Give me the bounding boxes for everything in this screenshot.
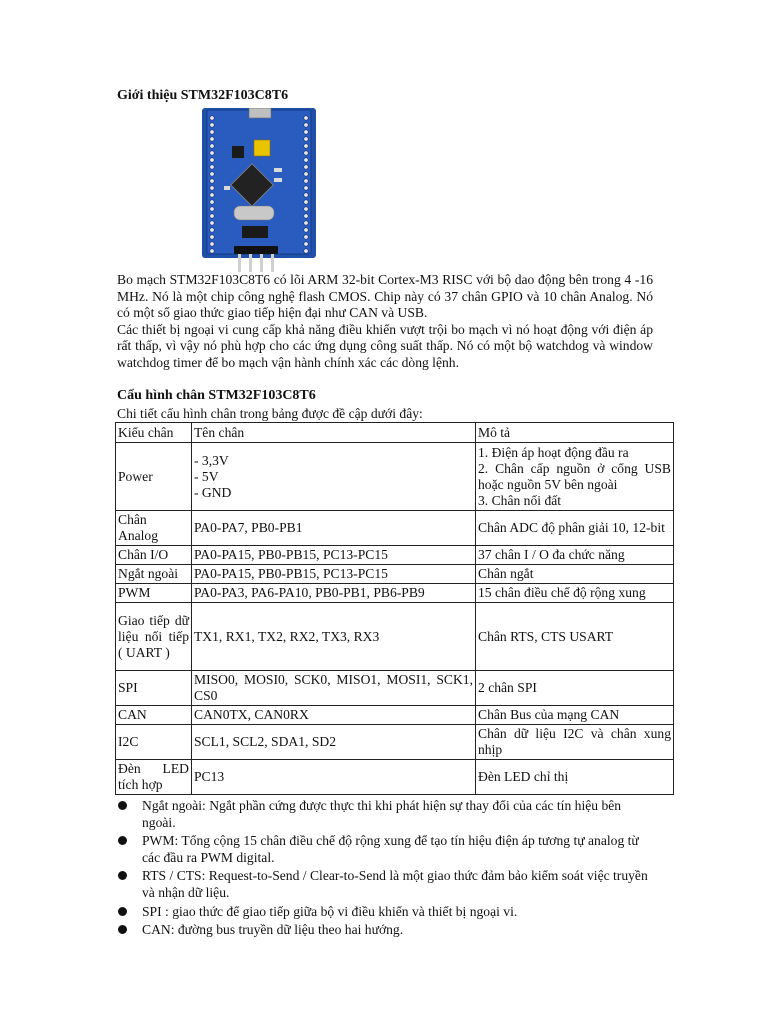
table-row	[116, 584, 674, 603]
intro-text	[117, 272, 653, 372]
pin-desc-cell: Chân dữ liệu I2C và chân xung nhịp	[476, 725, 674, 760]
pin-desc-cell: Chân ADC độ phân giải 10, 12-bit	[476, 511, 674, 546]
list-item-text: RTS / CTS: Request-to-Send / Clear-to-Send là một giao thức đảm bảo kiểm soát việc truyền và nhận dữ liệu.	[142, 868, 648, 900]
pin-name-line: - GND	[194, 484, 232, 500]
pin-type-cell: PWM	[116, 584, 192, 603]
pin-name-cell: SCL1, SCL2, SDA1, SD2	[192, 725, 476, 760]
pin-desc-cell: Chân Bus của mạng CAN	[476, 706, 674, 725]
pin-name-cell: CAN0TX, CAN0RX	[192, 706, 476, 725]
bullet-icon	[118, 925, 127, 934]
list-item-text: PWM: Tổng cộng 15 chân điều chế độ rộng xung để tạo tín hiệu điện áp tương tự analog từ các đầu ra PWM digital.	[142, 833, 639, 865]
list-item-text: SPI : giao thức để giao tiếp giữa bộ vi điều khiển và thiết bị ngoại vi.	[142, 903, 518, 919]
pin-type-cell: I2C	[116, 725, 192, 760]
pin-name-cell: TX1, RX1, TX2, RX2, TX3, RX3	[192, 603, 476, 671]
list-item	[117, 833, 657, 866]
list-item-text: CAN: đường bus truyền dữ liệu theo hai hướng.	[142, 922, 404, 938]
list-item	[117, 798, 657, 831]
pin-desc-cell: Đèn LED chỉ thị	[476, 760, 674, 795]
table-row	[116, 603, 674, 671]
pin-desc-cell: 15 chân điều chế độ rộng xung	[476, 584, 674, 603]
table-row	[116, 546, 674, 565]
pin-type-cell: SPI	[116, 671, 192, 706]
bullet-icon	[118, 871, 127, 880]
pin-name-cell: PA0-PA15, PB0-PB15, PC13-PC15	[192, 546, 476, 565]
table-header-cell: Mô tả	[476, 423, 674, 443]
pin-name-cell: PC13	[192, 760, 476, 795]
pin-desc-cell: Chân ngắt	[476, 565, 674, 584]
intro-paragraph: Các thiết bị ngoại vi cung cấp khả năng điều khiển vượt trội bo mạch vì nó hoạt động với điện áp rất thấp, vì vậy nó phù hợp cho các ứng dụng công suất thấp. Nó có một bộ watchdog và window watchdog timer để bo mạch vận hành chính xác các dòng lệnh.	[117, 321, 653, 370]
pin-name-line: - 5V	[194, 468, 219, 484]
pin-desc-cell	[476, 443, 674, 511]
pin-type-cell: Chân Analog	[116, 511, 192, 546]
pin-type-cell: Power	[116, 443, 192, 511]
pin-type-cell: Giao tiếp dữ liệu nối tiếp ( UART )	[116, 603, 192, 671]
list-item	[117, 904, 657, 921]
pin-desc-cell: Chân RTS, CTS USART	[476, 603, 674, 671]
table-row	[116, 671, 674, 706]
pin-name-cell: MISO0, MOSI0, SCK0, MISO1, MOSI1, SCK1, CS0	[192, 671, 476, 706]
pin-type-cell: CAN	[116, 706, 192, 725]
pin-type-cell: Đèn LED tích hợp	[116, 760, 192, 795]
table-header-cell: Kiểu chân	[116, 423, 192, 443]
pin-name-line: - 3,3V	[194, 452, 229, 468]
notes-list	[117, 798, 657, 941]
pin-desc-line: 3. Chân nối đất	[478, 492, 562, 508]
table-row	[116, 760, 674, 795]
stm32-board-image	[202, 108, 316, 272]
pin-name-cell: PA0-PA7, PB0-PB1	[192, 511, 476, 546]
pin-config-table	[115, 422, 674, 795]
table-row	[116, 443, 674, 511]
table-row	[116, 706, 674, 725]
table-header-row	[116, 423, 674, 443]
table-header-cell: Tên chân	[192, 423, 476, 443]
pin-desc-line: 1. Điện áp hoạt động đầu ra	[478, 444, 629, 460]
bullet-icon	[118, 836, 127, 845]
list-item-text: Ngắt ngoài: Ngắt phần cứng được thực thi khi phát hiện sự thay đổi của các tín hiệu bên ngoài.	[142, 798, 622, 830]
list-item	[117, 922, 657, 939]
pin-desc-cell: 37 chân I / O đa chức năng	[476, 546, 674, 565]
table-row	[116, 565, 674, 584]
document-title: Giới thiệu STM32F103C8T6	[117, 88, 289, 103]
pin-name-cell: PA0-PA3, PA6-PA10, PB0-PB1, PB6-PB9	[192, 584, 476, 603]
pin-type-cell: Ngắt ngoài	[116, 565, 192, 584]
pin-name-cell	[192, 443, 476, 511]
pin-config-heading: Cấu hình chân STM32F103C8T6	[117, 388, 316, 403]
table-row	[116, 725, 674, 760]
table-intro-text: Chi tiết cấu hình chân trong bảng được đề cập dưới đây:	[117, 406, 423, 421]
bullet-icon	[118, 907, 127, 916]
table-row	[116, 511, 674, 546]
list-item	[117, 868, 657, 901]
pin-type-cell: Chân I/O	[116, 546, 192, 565]
pin-name-cell: PA0-PA15, PB0-PB15, PC13-PC15	[192, 565, 476, 584]
pin-desc-line: 2. Chân cấp nguồn ở cổng USB hoặc nguồn 5V bên ngoài	[478, 460, 671, 492]
intro-paragraph: Bo mạch STM32F103C8T6 có lõi ARM 32-bit Cortex-M3 RISC với bộ dao động bên trong 4 -16 MHz. Nó là một chip công nghệ flash CMOS. Chip này có 37 chân GPIO và 10 chân Analog. Nó có một số giao thức giao tiếp hiện đại như CAN và USB.	[117, 272, 653, 321]
pin-desc-cell: 2 chân SPI	[476, 671, 674, 706]
bullet-icon	[118, 801, 127, 810]
